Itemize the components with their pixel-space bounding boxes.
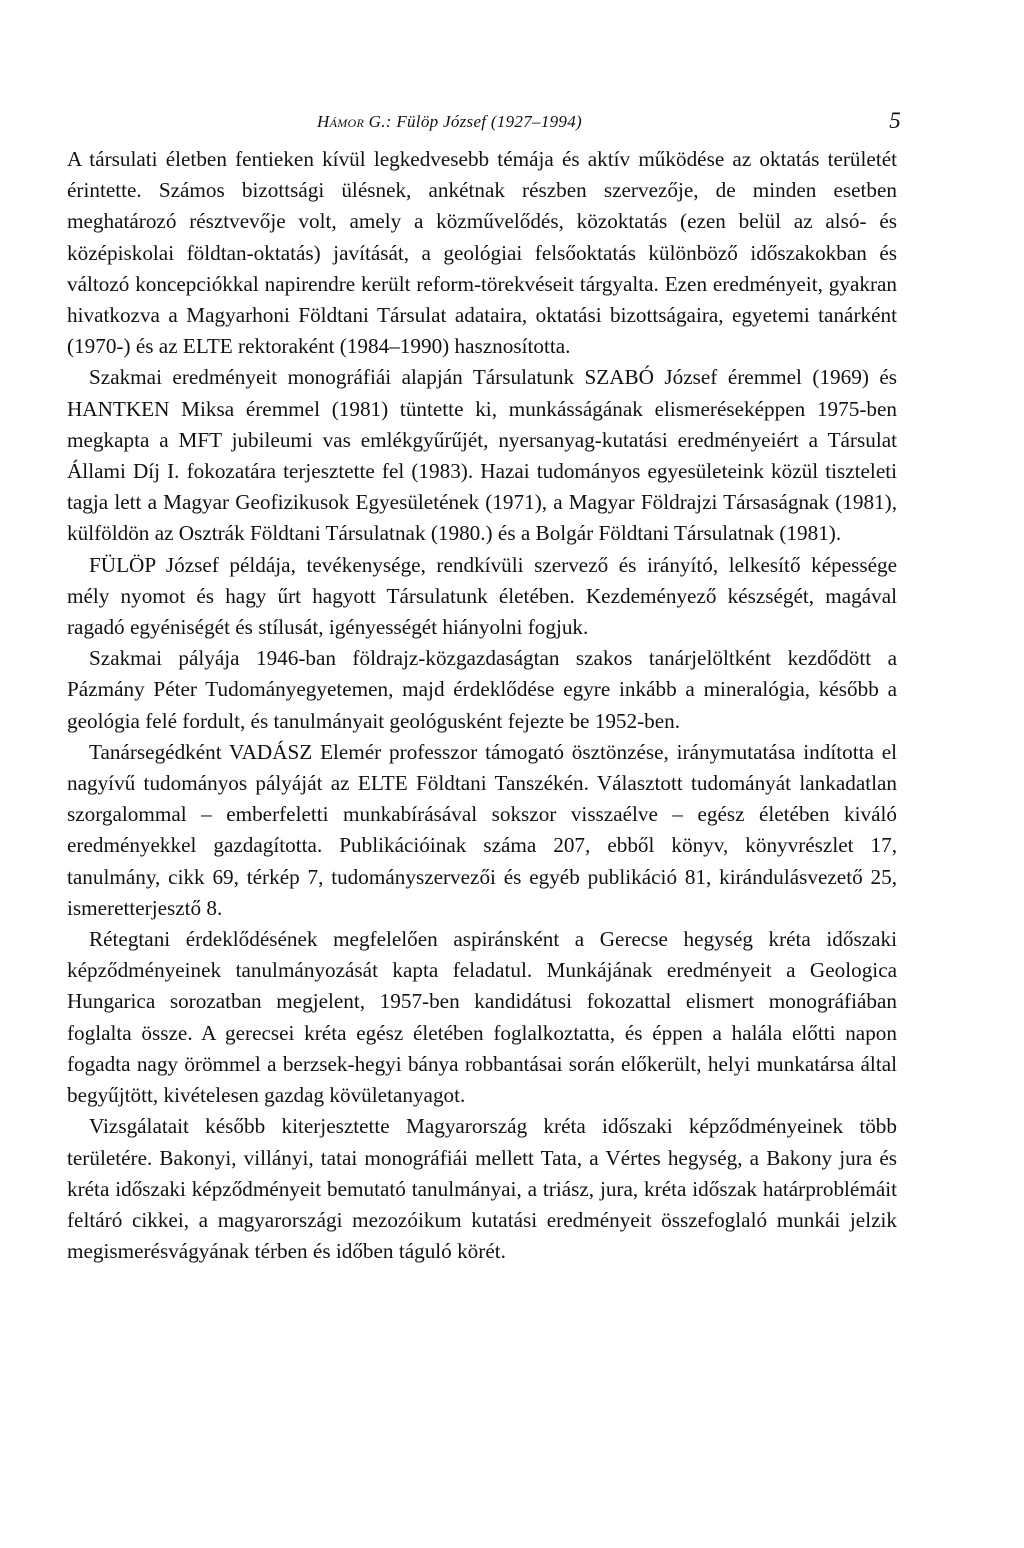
- running-head: [67, 104, 901, 144]
- paragraph: Szakmai pályája 1946-ban földrajz-közgazdaságtan szakos tanárjelöltként kezdődött a Pázmány Péter Tudományegyetemen, majd érdeklődése egyre inkább a mineralógia, később a geológia felé fordult, és tanulmányait geológusként fejezte be 1952-ben.: [67, 646, 897, 733]
- paragraph: Szakmai eredményeit monográfiái alapján Társulatunk SZABÓ József éremmel (1969) és HANTKEN Miksa éremmel (1981) tüntette ki, munkásságának elismeréseképpen 1975-ben megkapta a MFT jubileumi vas emlékgyűrűjét, nyersanyag-kutatási eredményeiért a Társulat Állami Díj I. fokozatára terjesztette fel (1983). Hazai tudományos egyesületeink közül tiszteleti tagja lett a Magyar Geofizikusok Egyesületének (1971), a Magyar Földrajzi Társaságnak (1981), külföldön az Osztrák Földtani Társulatnak (1980.) és a Bolgár Földtani Társulatnak (1981).: [67, 365, 897, 546]
- paragraph: Tanársegédként VADÁSZ Elemér professzor támogató ösztönzése, iránymutatása indította el nagyívű tudományos pályáját az ELTE Földtani Tanszékén. Választott tudományát lankadatlan szorgalommal – emberfeletti munkabírásával sokszor visszaélve – egész életében kiváló eredményekkel gazdagította. Publikációinak száma 207, ebből könyv, könyvrészlet 17, tanulmány, cikk 69, térkép 7, tudományszervezői és egyéb publikáció 81, kirándulásvezető 25, ismeretterjesztő 8.: [67, 739, 897, 920]
- paragraph: A társulati életben fentieken kívül legkedvesebb témája és aktív működése az oktatás területét érintette. Számos bizottsági ülésnek, ankétnak részben szervezője, de minden esetben meghatározó résztvevője volt, amely a közművelődés, közoktatás (ezen belül az alsó- és középiskolai földtan-oktatás) javítását, a geológiai felsőoktatás különböző időszakokban és változó koncepciókkal napirendre került reform-törekvéseit tárgyalta. Ezen eredményeit, gyakran hivatkozva a Magyarhoni Földtani Társulat adataira, oktatási bizottságaira, egyetemi tanárként (1970-) és az ELTE rektoraként (1984–1990) hasznosította.: [67, 147, 897, 359]
- running-head-subject: Fülöp József (1927–1994): [396, 112, 582, 131]
- running-head-author: Hámor G.:: [317, 112, 392, 131]
- paragraph: FÜLÖP József példája, tevékenysége, rendkívüli szervező és irányító, lelkesítő képessége mély nyomot és hagy űrt hagyott Társulatunk életében. Kezdeményező készségét, magával ragadó egyéniségét és stílusát, igényességét hiányolni fogjuk.: [67, 552, 897, 640]
- page-number: 5: [889, 108, 901, 133]
- body-text: [67, 144, 897, 1267]
- running-head-title: [317, 112, 582, 132]
- document-page: [67, 104, 901, 1267]
- paragraph: Rétegtani érdeklődésének megfelelően aspiránsként a Gerecse hegység kréta időszaki képződményeinek tanulmányozását kapta feladatul. Munkájának eredményeit a Geologica Hungarica sorozatban megjelent, 1957-ben kandidátusi fokozattal elismert monográfiában foglalta össze. A gerecsei kréta egész életében foglalkoztatta, és éppen a halála előtti napon fogadta nagy örömmel a berzsek-hegyi bánya robbantásai során előkerült, helyi munkatársa által begyűjtött, kivételesen gazdag kövületanyagot.: [67, 927, 897, 1108]
- paragraph: Vizsgálatait később kiterjesztette Magyarország kréta időszaki képződményeinek több területére. Bakonyi, villányi, tatai monográfiái mellett Tata, a Vértes hegység, a Bakony jura és kréta időszaki képződményeit bemutató tanulmányai, a triász, jura, kréta időszak határproblémáit feltáró cikkei, a magyarországi mezozóikum kutatási eredményeit összefoglaló munkái jelzik megismerésvágyának térben és időben táguló körét.: [67, 1114, 897, 1264]
